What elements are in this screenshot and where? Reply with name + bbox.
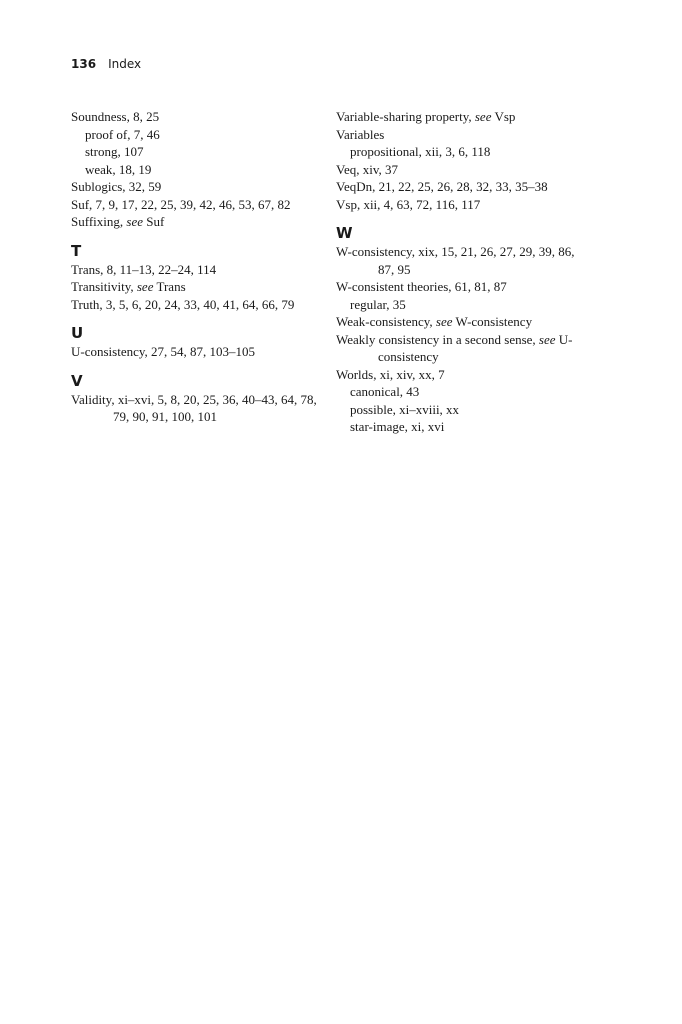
index-entry-text: Weakly consistency in a second sense, [336, 331, 539, 347]
index-letter-heading: V [71, 371, 83, 390]
index-entry-text: canonical, 43 [350, 384, 420, 399]
index-entry [336, 313, 586, 331]
index-entry [336, 243, 586, 278]
index-subentry [336, 296, 586, 314]
index-entry [71, 261, 323, 279]
cross-reference-target: Vsp [491, 109, 516, 124]
index-entry-text: Soundness, 8, 25 [71, 109, 160, 124]
index-subentry [336, 383, 586, 401]
index-entry-text: Variable-sharing property, [336, 109, 475, 124]
index-entry [336, 196, 586, 214]
index-entry [71, 343, 323, 361]
index-group-u [71, 343, 323, 361]
index-group-v2 [336, 108, 586, 213]
index-letter-heading: T [71, 241, 82, 260]
index-group-t [71, 261, 323, 314]
index-entry-text: W-consistent theories, 61, 81, 87 [336, 279, 507, 294]
cross-reference-target: W-consistency [452, 314, 533, 329]
running-head [71, 56, 141, 72]
index-entry [71, 391, 323, 426]
index-entry-text: Validity, xi–xvi, 5, 8, 20, 25, 36, 40–43, 64, 78, 79, 90, 91, 100, 101 [71, 391, 317, 424]
index-group-s [71, 108, 323, 231]
index-entry-text: Veq, xiv, 37 [336, 161, 398, 177]
index-entry-text: Suffixing, [71, 214, 127, 229]
index-entry-text: U-consistency, 27, 54, 87, 103–105 [71, 344, 256, 359]
index-entry-text: Suf, 7, 9, 17, 22, 25, 39, 42, 46, 53, 67, 82 [71, 196, 291, 212]
index-entry-text: W-consistency, xix, 15, 21, 26, 27, 29, 39, 86, 87, 95 [336, 244, 575, 277]
index-entry [71, 196, 323, 214]
index-entry [71, 213, 323, 231]
see-reference: see [136, 279, 154, 294]
index-column-left [71, 108, 323, 426]
index-entry [336, 366, 586, 384]
index-entry-text: Trans, 8, 11–13, 22–24, 114 [71, 261, 217, 277]
index-subentry [336, 401, 586, 419]
page-number: 136 [71, 57, 97, 71]
see-reference: see [435, 314, 453, 329]
index-subentry [336, 418, 586, 436]
index-entry-text: star-image, xi, xvi [350, 419, 445, 434]
index-group-v [71, 391, 323, 426]
section-title: Index [108, 57, 142, 71]
index-entry-text: Weak-consistency, [336, 314, 436, 329]
index-entry [71, 178, 323, 196]
index-column-right [336, 108, 586, 436]
index-letter-heading: W [336, 224, 353, 242]
see-reference: see [474, 109, 492, 124]
index-entry [336, 331, 586, 366]
index-entry-text: Sublogics, 32, 59 [71, 179, 162, 194]
index-subentry [71, 143, 323, 161]
index-subentry [71, 126, 323, 144]
index-entry [336, 278, 586, 296]
index-entry [71, 108, 323, 126]
index-entry [71, 296, 323, 314]
index-entry [336, 161, 586, 179]
index-entry-text: weak, 18, 19 [85, 161, 152, 177]
index-entry-text: possible, xi–xviii, xx [350, 401, 460, 417]
index-entry-text: Variables [336, 126, 385, 142]
index-letter-heading: U [71, 324, 84, 342]
index-group-w [336, 243, 586, 436]
index-entry [71, 278, 323, 296]
index-entry-text: VeqDn, 21, 22, 25, 26, 28, 32, 33, 35–38 [336, 179, 548, 194]
index-entry [336, 126, 586, 144]
index-entry-text: Worlds, xi, xiv, xx, 7 [336, 366, 445, 382]
index-entry [336, 108, 586, 126]
index-entry-text: strong, 107 [85, 144, 144, 159]
index-entry-text: Truth, 3, 5, 6, 20, 24, 33, 40, 41, 64, 66, 79 [71, 296, 295, 312]
index-subentry [71, 161, 323, 179]
index-entry-text: proof of, 7, 46 [85, 126, 160, 142]
index-entry-text: regular, 35 [350, 296, 406, 312]
cross-reference-target: Suf [143, 214, 165, 229]
cross-reference-target: Trans [153, 279, 186, 294]
cross-reference-target: U-consistency [378, 331, 573, 364]
index-entry [336, 178, 586, 196]
index-entry-text: propositional, xii, 3, 6, 118 [350, 144, 491, 159]
see-reference: see [126, 214, 143, 229]
index-entry-text: Vsp, xii, 4, 63, 72, 116, 117 [336, 196, 481, 212]
index-entry-text: Transitivity, [71, 279, 137, 294]
see-reference: see [538, 331, 556, 347]
index-subentry [336, 143, 586, 161]
